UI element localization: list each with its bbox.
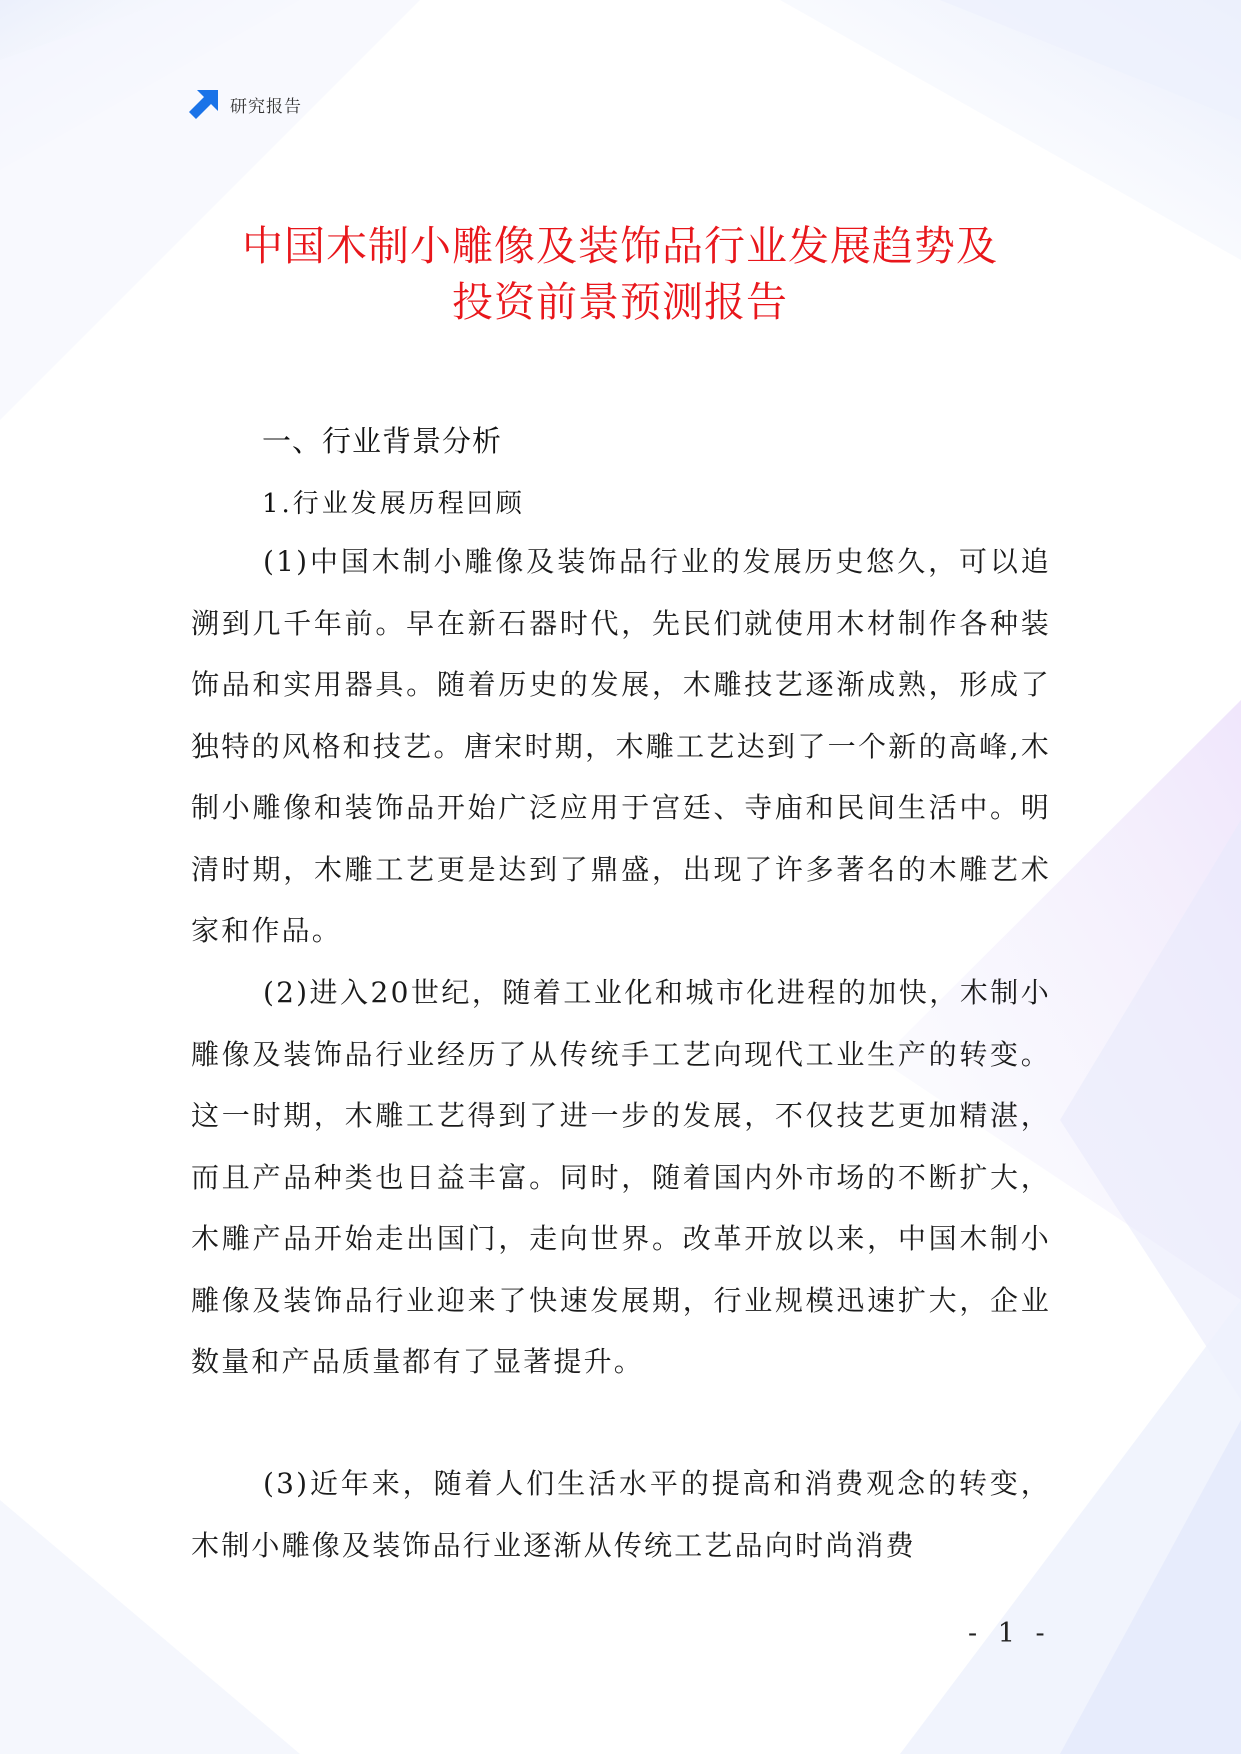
title-line-1: 中国木制小雕像及装饰品行业发展趋势及 — [242, 222, 998, 270]
brand-header — [188, 88, 302, 120]
arrow-up-right-icon — [188, 88, 220, 120]
title-line-2: 投资前景预测报告 — [452, 278, 788, 326]
paragraph-3: (3)近年来，随着人们生活水平的提高和消费观念的转变，木制小雕像及装饰品行业逐渐从传统工艺品向时尚消费 — [191, 1467, 1051, 1562]
paragraph-2: (2)进入20世纪，随着工业化和城市化进程的加快，木制小雕像及装饰品行业经历了从传统手工艺向现代工业生产的转变。这一时期，木雕工艺得到了进一步的发展，不仅技艺更加精湛，而且产品种类也日益丰富。同时，随着国内外市场的不断扩大，木雕产品开始走出国门，走向世界。改革开放以来，中国木制小雕像及装饰品行业迎来了快速发展期，行业规模迅速扩大，企业数量和产品质量都有了显著提升。 — [191, 976, 1051, 1378]
page-number: - 1 - — [968, 1618, 1051, 1649]
section-heading: 一、行业背景分析 — [262, 424, 503, 458]
document-title — [120, 218, 1120, 330]
paragraph-1: (1)中国木制小雕像及装饰品行业的发展历史悠久，可以追溯到几千年前。早在新石器时代，先民们就使用木材制作各种装饰品和实用器具。随着历史的发展，木雕技艺逐渐成熟，形成了独特的风格和技艺。唐宋时期，木雕工艺达到了一个新的高峰,木制小雕像和装饰品开始广泛应用于宫廷、寺庙和民间生活中。明清时期，木雕工艺更是达到了鼎盛，出现了许多著名的木雕艺术家和作品。 — [191, 545, 1051, 947]
brand-label: 研究报告 — [230, 96, 302, 117]
subsection-heading: 1.行业发展历程回顾 — [262, 489, 525, 519]
